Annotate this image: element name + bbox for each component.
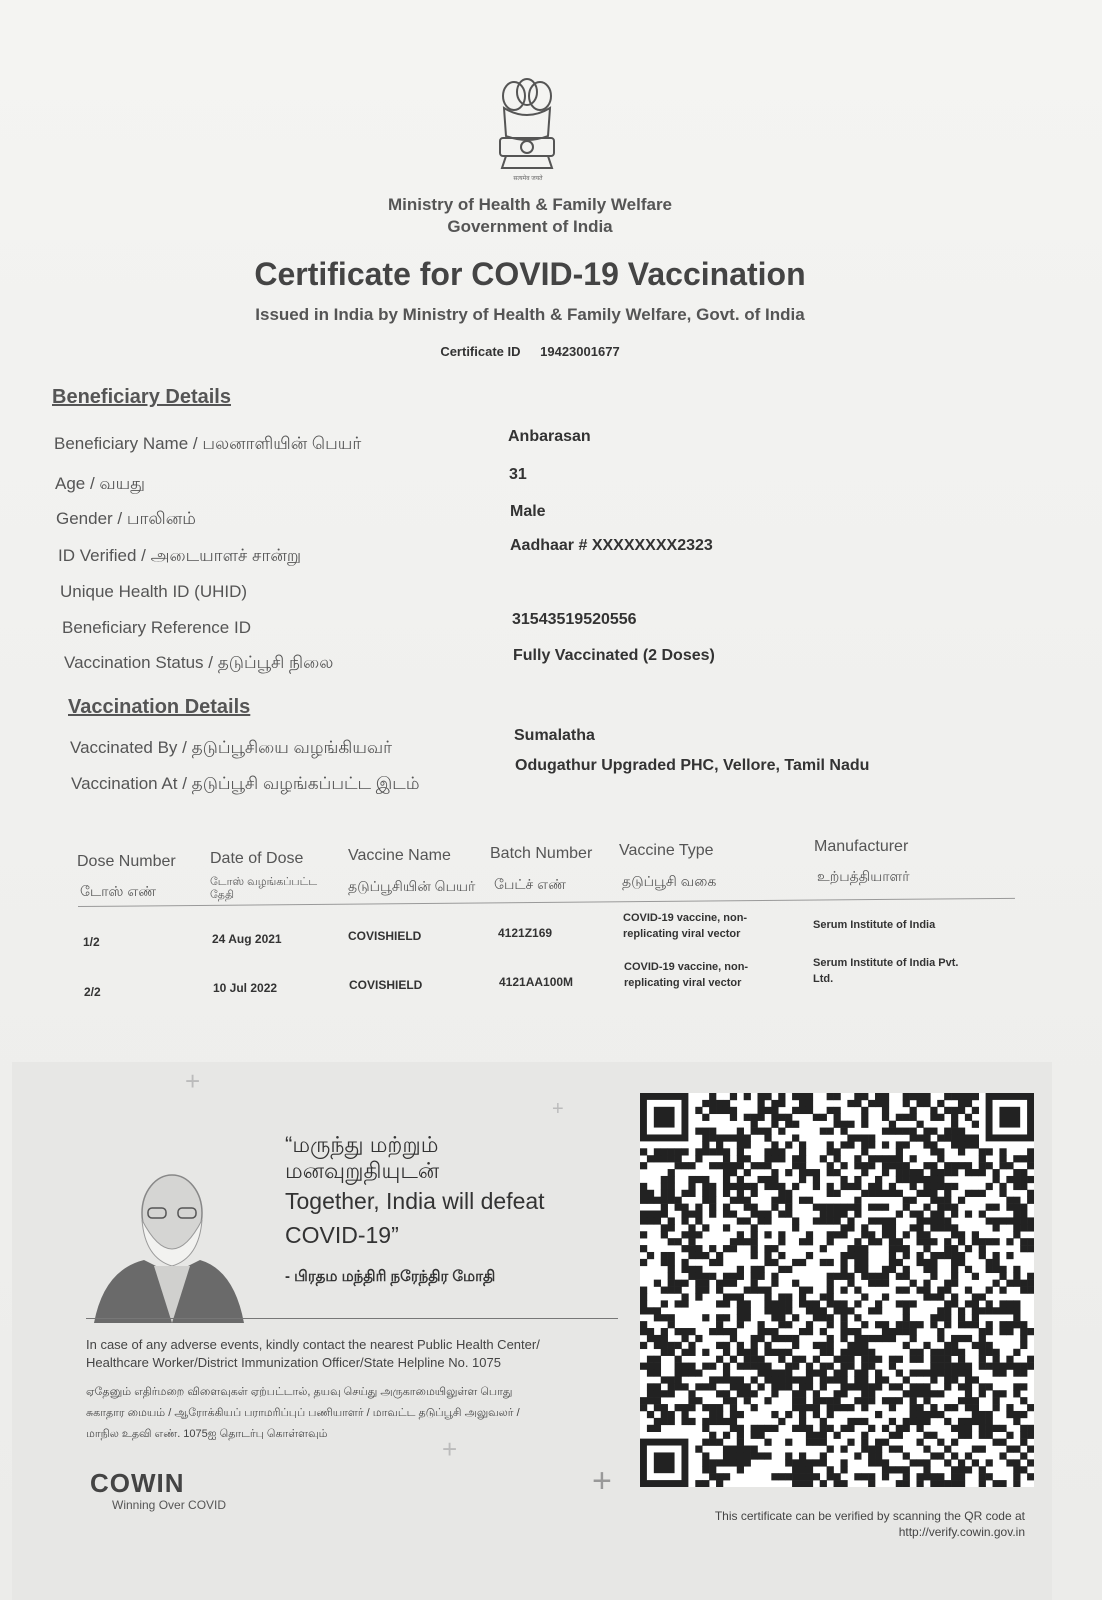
row2-dose: 2/2	[84, 985, 101, 999]
col-date-of-dose: Date of Dose	[210, 850, 304, 867]
vaccinated-at-value: Odugathur Upgraded PHC, Vellore, Tamil Nadu	[515, 757, 870, 774]
reference-id-label: Beneficiary Reference ID	[62, 618, 251, 637]
quote-english-line-1: Together, India will defeat	[285, 1188, 545, 1214]
verify-line-1: This certificate can be verified by scanning the QR code at	[714, 1509, 1025, 1523]
id-verified-value: Aadhaar # XXXXXXXX2323	[510, 537, 713, 554]
row1-batch: 4121Z169	[498, 926, 553, 940]
vaccinated-by-label: Vaccinated By / தடுப்பூசியை வழங்கியவர்	[70, 738, 393, 757]
quote-tamil-line-2: மனவுறுதியுடன்	[285, 1158, 440, 1183]
gender-value: Male	[510, 503, 546, 520]
row2-vaccine-name: COVISHIELD	[349, 978, 423, 992]
emblem-motto: सत्यमेव जयते	[513, 176, 543, 182]
row1-dose: 1/2	[83, 935, 100, 949]
row1-vaccine-type: COVID-19 vaccine, non-replicating viral vector	[623, 912, 748, 940]
adverse-event-note-tamil	[86, 1382, 606, 1445]
col-date-of-dose-ta: டோஸ் வழங்கப்பட்ட தேதி	[210, 876, 318, 901]
col-dose-number: Dose Number	[77, 853, 176, 870]
col-manufacturer-ta: உற்பத்தியாளர்	[817, 868, 910, 884]
note-tamil-line-2: சுகாதார மையம் / ஆரோக்கியப் பராமரிப்புப் பணியாளர் / மாவட்ட தடுப்பூசி அலுவலர் /	[86, 1407, 520, 1419]
quote-english-line-2: COVID-19”	[285, 1222, 399, 1248]
reference-id-value: 31543519520556	[512, 611, 637, 628]
col-vaccine-type: Vaccine Type	[619, 842, 714, 859]
plus-decoration-icon: +	[552, 1098, 564, 1120]
vaccinated-by-value: Sumalatha	[514, 727, 595, 744]
row2-date: 10 Jul 2022	[213, 981, 278, 995]
ministry-name: Ministry of Health & Family Welfare	[387, 195, 673, 214]
plus-decoration-icon: +	[442, 1434, 458, 1464]
certificate-id-value: 19423001677	[540, 344, 620, 359]
vaccination-status-label: Vaccination Status / தடுப்பூசி நிலை	[64, 653, 334, 672]
col-vaccine-name: Vaccine Name	[348, 847, 451, 864]
row1-vaccine-name: COVISHIELD	[348, 929, 422, 943]
government-name: Government of India	[447, 217, 613, 236]
note-english-line-1: In case of any adverse events, kindly contact the nearest Public Health Center/	[86, 1337, 540, 1352]
col-batch-number-ta: பேட்ச் எண்	[494, 876, 566, 892]
row2-batch: 4121AA100M	[499, 975, 574, 989]
cowin-logo: COWIN	[90, 1468, 185, 1498]
certificate-id-label: Certificate ID	[440, 344, 521, 359]
note-tamil-line-3: மாநில உதவி எண். 1075ஐ தொடர்பு கொள்ளவும்	[86, 1428, 328, 1440]
ministry-heading	[300, 194, 760, 238]
plus-decoration-icon: +	[592, 1462, 612, 1500]
note-tamil-line-1: ஏதேனும் எதிர்மறை விளைவுகள் ஏற்பட்டால், தயவு செய்து அருகாமையிலுள்ள பொது	[86, 1386, 513, 1398]
qr-code	[640, 1093, 1034, 1487]
gender-label: Gender / பாலினம்	[56, 509, 196, 528]
beneficiary-name-value: Anbarasan	[508, 428, 591, 445]
row2-manufacturer: Serum Institute of India Pvt. Ltd.	[813, 957, 959, 985]
verify-note	[660, 1508, 1025, 1540]
col-vaccine-name-ta: தடுப்பூசியின் பெயர்	[348, 878, 476, 894]
col-batch-number: Batch Number	[490, 845, 593, 862]
plus-decoration-icon: +	[185, 1066, 201, 1096]
row1-manufacturer: Serum Institute of India	[813, 919, 936, 931]
row2-vaccine-type: COVID-19 vaccine, non-replicating viral vector	[624, 961, 749, 989]
col-vaccine-type-ta: தடுப்பூசி வகை	[622, 873, 717, 889]
col-dose-number-ta: டோஸ் எண்	[80, 883, 157, 899]
certificate-subtitle: Issued in India by Ministry of Health & Family Welfare, Govt. of India	[255, 305, 805, 324]
prime-minister-portrait	[84, 1158, 249, 1323]
row1-date: 24 Aug 2021	[212, 932, 282, 946]
age-value: 31	[509, 466, 527, 483]
quote-attribution: - பிரதம மந்திரி நரேந்திர மோதி	[285, 1268, 496, 1285]
beneficiary-heading: Beneficiary Details	[52, 386, 231, 408]
age-label: Age / வயது	[55, 474, 146, 493]
id-verified-label: ID Verified / அடையாளச் சான்று	[58, 546, 302, 565]
certificate-title: Certificate for COVID-19 Vaccination	[254, 256, 806, 292]
uhid-label: Unique Health ID (UHID)	[60, 582, 248, 601]
quote-tamil-line-1: “மருந்து மற்றும்	[285, 1132, 439, 1157]
national-emblem-icon	[492, 74, 562, 186]
quote	[285, 1132, 625, 1252]
note-english-line-2: Healthcare Worker/District Immunization Officer/State Helpline No. 1075	[86, 1355, 501, 1370]
vaccination-status-value: Fully Vaccinated (2 Doses)	[513, 647, 715, 664]
certificate-id	[300, 344, 760, 359]
col-manufacturer: Manufacturer	[814, 838, 909, 855]
vaccinated-at-label: Vaccination At / தடுப்பூசி வழங்கப்பட்ட இடம்	[71, 774, 420, 793]
vaccination-heading: Vaccination Details	[68, 696, 251, 718]
adverse-event-note	[86, 1336, 606, 1372]
footer-divider	[86, 1318, 618, 1319]
cowin-tagline: Winning Over COVID	[112, 1498, 227, 1512]
verify-url: http://verify.cowin.gov.in	[898, 1525, 1025, 1539]
beneficiary-name-label: Beneficiary Name / பலனாளியின் பெயர்	[54, 434, 362, 453]
